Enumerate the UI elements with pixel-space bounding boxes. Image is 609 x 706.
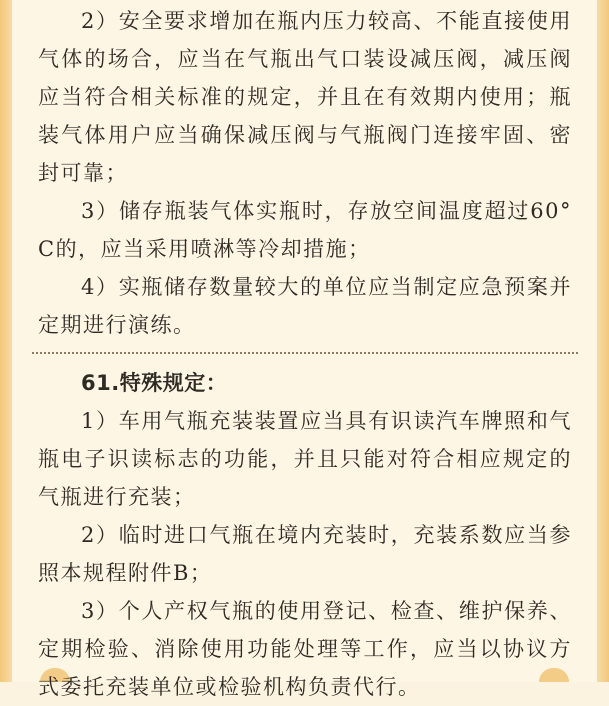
dotted-divider xyxy=(32,352,578,354)
list-item: 3）储存瓶装气体实瓶时，存放空间温度超过60°C的，应当采用喷淋等冷却措施； xyxy=(38,199,572,261)
list-item: 3）个人产权气瓶的使用登记、检查、维护保养、定期检验、消除使用功能处理等工作，应当以协议方式委托充装单位或检验机构负责代行。 xyxy=(38,599,572,699)
list-item: 2）临时进口气瓶在境内充装时，充装系数应当参照本规程附件B； xyxy=(38,523,572,585)
list-item: 4）实瓶储存数量较大的单位应当制定应急预案并定期进行演练。 xyxy=(38,275,572,337)
document-body xyxy=(38,0,572,706)
right-decorative-border xyxy=(597,0,609,682)
left-decorative-border xyxy=(0,0,12,682)
section-heading: 61.特殊规定： xyxy=(81,371,228,395)
section-61 xyxy=(38,364,572,706)
list-item: 1）车用气瓶充装装置应当具有识读汽车牌照和气瓶电子识读标志的功能，并且只能对符合相应规定的气瓶进行充装； xyxy=(38,409,572,509)
list-item: 2）安全要求增加在瓶内压力较高、不能直接使用气体的场合，应当在气瓶出气口装设减压阀，减压阀应当符合相关标准的规定，并且在有效期内使用；瓶装气体用户应当确保减压阀与气瓶阀门连接牢固、密封可靠； xyxy=(38,9,572,185)
previous-section-items xyxy=(38,2,572,344)
